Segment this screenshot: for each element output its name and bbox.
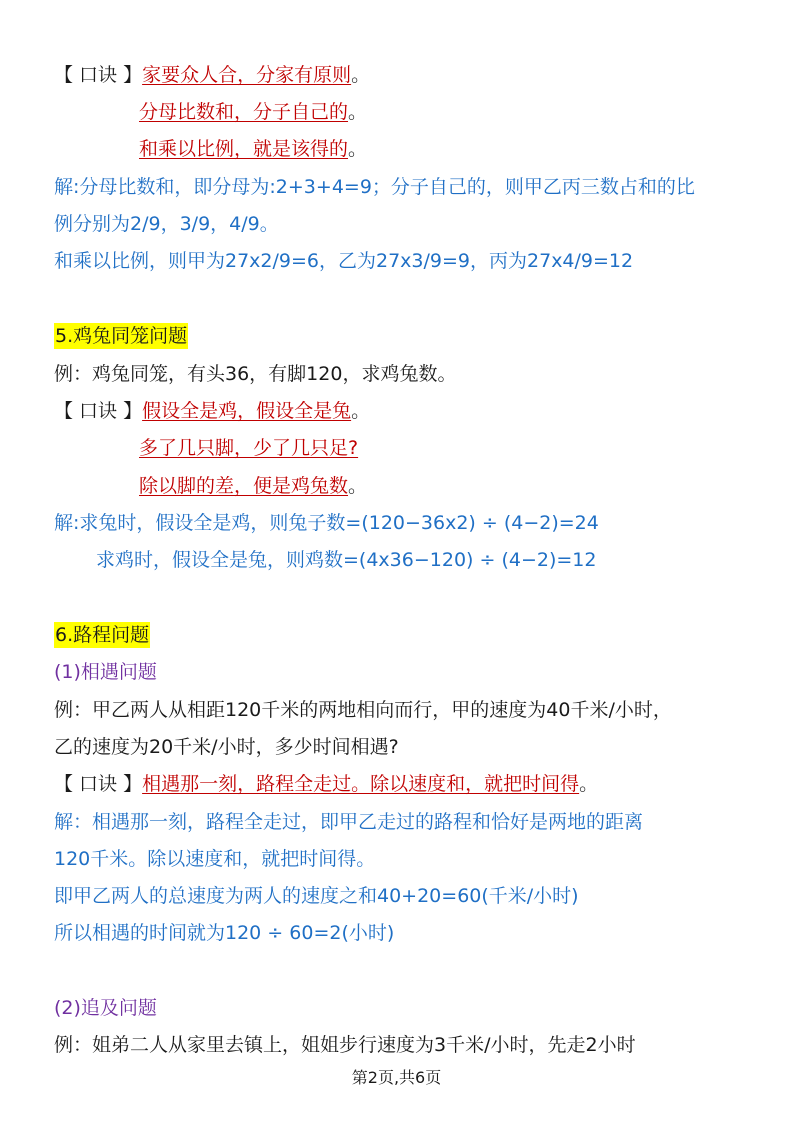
section-6-sub1-title: (1)相遇问题 bbox=[54, 661, 157, 683]
section-6-sub1-solution-4: 所以相遇的时间就为120 ÷ 60=2(小时) bbox=[54, 922, 395, 944]
section-5-koujue-line-3 bbox=[139, 471, 367, 501]
koujue-line-3 bbox=[139, 134, 367, 164]
section-6-sub1-solution-3: 即甲乙两人的总速度为两人的速度之和40+20=60(千米/小时) bbox=[54, 885, 579, 907]
section-6-title-line bbox=[54, 620, 150, 650]
punct-period: 。 bbox=[348, 101, 368, 123]
koujue-text-1: 家要众人合，分家有原则 bbox=[142, 64, 352, 86]
section-5-koujue-text-3: 除以脚的差，便是鸡兔数 bbox=[139, 475, 349, 497]
section-6-sub1-solution-1: 解：相遇那一刻，路程全走过，即甲乙走过的路程和恰好是两地的距离 bbox=[54, 811, 644, 833]
punct-period: 。 bbox=[348, 138, 368, 160]
section-5-koujue-text-2: 多了几只脚，少了几只足? bbox=[139, 437, 359, 459]
koujue-line-2 bbox=[139, 97, 367, 127]
punct-period: 。 bbox=[348, 475, 368, 497]
section-6-sub1-example-2: 乙的速度为20千米/小时，多少时间相遇? bbox=[54, 736, 399, 758]
page-footer: 第2页,共6页 bbox=[351, 1068, 442, 1087]
section-5-title-line bbox=[54, 321, 188, 351]
section-6-sub1-koujue bbox=[54, 769, 598, 799]
punct-period: 。 bbox=[351, 400, 371, 422]
solution-line-3: 和乘以比例，则甲为27x2/9=6，乙为27x3/9=9，丙为27x4/9=12 bbox=[54, 250, 634, 272]
section-6-sub1-koujue-text: 相遇那一刻，路程全走过。除以速度和，就把时间得 bbox=[142, 773, 580, 795]
section-5-solution-1: 解:求兔时，假设全是鸡，则兔子数=(120−36x2) ÷ (4−2)=24 bbox=[54, 512, 599, 534]
koujue-label: 【 口诀 】 bbox=[54, 64, 143, 86]
section-5-example: 例：鸡兔同笼，有头36，有脚120，求鸡兔数。 bbox=[54, 363, 457, 385]
section-5-koujue-line-1 bbox=[54, 396, 370, 426]
koujue-text-3: 和乘以比例，就是该得的 bbox=[139, 138, 349, 160]
koujue-label: 【 口诀 】 bbox=[54, 400, 143, 422]
section-5-koujue-line-2 bbox=[139, 433, 358, 463]
koujue-label: 【 口诀 】 bbox=[54, 773, 143, 795]
section-5-title: 5.鸡兔同笼问题 bbox=[55, 325, 188, 347]
section-6-sub2-example-1: 例：姐弟二人从家里去镇上，姐姐步行速度为3千米/小时，先走2小时 bbox=[54, 1034, 636, 1056]
section-6-sub1-solution-2: 120千米。除以速度和，就把时间得。 bbox=[54, 848, 376, 870]
koujue-text-2: 分母比数和，分子自己的 bbox=[139, 101, 349, 123]
solution-line-1: 解:分母比数和，即分母为:2+3+4=9；分子自己的，则甲乙丙三数占和的比 bbox=[54, 176, 695, 198]
section-6-title: 6.路程问题 bbox=[55, 624, 150, 646]
solution-line-2: 例分别为2/9，3/9，4/9。 bbox=[54, 213, 279, 235]
section-6-sub2-title: (2)追及问题 bbox=[54, 997, 157, 1019]
section-6-sub1-example-1: 例：甲乙两人从相距120千米的两地相向而行，甲的速度为40千米/小时， bbox=[54, 699, 672, 721]
punct-period: 。 bbox=[351, 64, 371, 86]
punct-period: 。 bbox=[579, 773, 599, 795]
section-5-koujue-text-1: 假设全是鸡，假设全是兔 bbox=[142, 400, 352, 422]
section-5-solution-2: 求鸡时，假设全是兔，则鸡数=(4x36−120) ÷ (4−2)=12 bbox=[96, 549, 597, 571]
koujue-line-1 bbox=[54, 60, 370, 90]
